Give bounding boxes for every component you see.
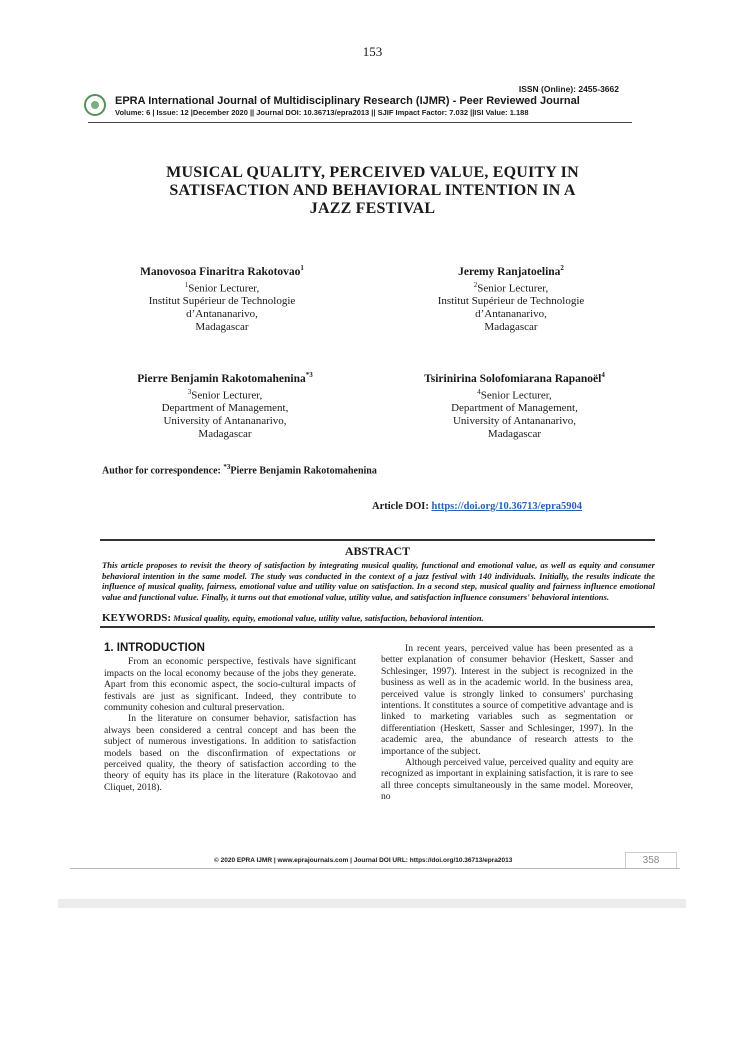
left-column <box>104 643 356 793</box>
correspondence-name: Pierre Benjamin Rakotomahenina <box>230 465 377 477</box>
footer-divider <box>70 868 680 869</box>
author-name: Manovosoa Finaritra Rakotovao$^1$ <box>140 264 304 278</box>
keywords <box>102 612 655 624</box>
abstract-divider-bottom <box>100 626 655 628</box>
paragraph: Although perceived value, perceived quality and equity are recognized as important in explaining satisfaction, it is rare to see all three concepts simultaneously in the same model. Moreover, no <box>381 757 633 803</box>
author-block-2 <box>386 262 636 334</box>
author-name: Pierre Benjamin Rakotomahenina$^{*3}$ <box>137 371 313 385</box>
keywords-list: Musical quality, equity, emotional value, utility value, satisfaction, behavioral intention. <box>173 613 484 623</box>
author-role: $^1$Senior Lecturer, <box>184 280 260 295</box>
author-block-4 <box>387 369 642 441</box>
right-column <box>381 643 633 803</box>
author-name: Jeremy Ranjatoelina$^2$ <box>458 264 564 278</box>
paragraph: In the literature on consumer behavior, satisfaction has always been considered a central concept and has been the subject of numerous investigations. In addition to satisfaction models based on the disconfirmation of expectations or perceived quality, the theory of satisfaction according to the theory of equity has its place in the literature (Rakotovao and Cliquet, 2018). <box>104 713 356 793</box>
author-country: Madagascar <box>195 321 249 334</box>
journal-details: Volume: 6 | Issue: 12 |December 2020 || Journal DOI: 10.36713/epra2013 || SJIF Impact Factor: 7.032 ||ISI Value: 1.188 <box>115 108 529 117</box>
footer-text: © 2020 EPRA IJMR | www.eprajournals.com | Journal DOI URL: https://doi.org/10.36713/epra2013 <box>214 857 513 864</box>
author-country: Madagascar <box>484 321 538 334</box>
author-affiliation-city: University of Antananarivo, <box>452 415 577 428</box>
abstract-heading: ABSTRACT <box>344 544 411 558</box>
footer-page-number: 358 <box>625 852 677 868</box>
author-role: $^3$Senior Lecturer, <box>187 387 263 402</box>
doi-label: Article DOI: <box>372 501 429 512</box>
issn: ISSN (Online): 2455-3662 <box>518 84 619 94</box>
author-country: Madagascar <box>487 428 542 441</box>
paragraph: From an economic perspective, festivals have significant impacts on the local economy because of the jobs they generate. Apart from this economic aspect, the socio-cultural impacts of festivals are just as significant. Indeed, they contribute to community cohesion and cultural preservation. <box>104 656 356 714</box>
abstract-divider-top <box>100 539 655 541</box>
author-role: $^2$Senior Lecturer, <box>473 280 549 295</box>
author-affiliation-city: d’Antananarivo, <box>186 308 258 321</box>
author-role: $^4$Senior Lecturer, <box>477 387 552 402</box>
page-bottom-bar <box>58 899 686 908</box>
title-line-2: SATISFACTION AND BEHAVIORAL INTENTION IN A <box>169 182 576 199</box>
page-number: 153 <box>362 44 383 59</box>
abstract-text: This article proposes to revisit the theory of satisfaction by integrating musical quality, functional and emotional value, as well as equity and consumer behavioral intention in the same model. The study was conducted in the context of a jazz festival with 140 individuals. Initially, the results indicate the influence of musical quality, fairness, emotional value and utility value on satisfaction. In a second step, musical quality and fairness influence emotional value and functional value. Finally, it turns out that emotional value, utility value, and satisfaction influence consumers' behavioral intentions. <box>102 560 655 602</box>
paper-title <box>100 164 645 218</box>
author-block-3 <box>100 369 350 441</box>
paragraph: In recent years, perceived value has been presented as a better explanation of consumer behavior (Heskett, Sasser and Schlesinger, 1997). Interest in the subject is recognized in the business as well as in the academic world. In the business area, perceived value is strongly linked to consumers' purchasing intentions. It constitutes a source of competitive advantage and is linked to marketing variables such as segmentation or differentiation (Heskett, Sasser and Schlesinger, 1997). In the academic area, the abundance of research attests to the importance of the subject. <box>381 643 633 757</box>
keywords-label: KEYWORDS: <box>102 612 172 624</box>
article-doi <box>372 501 582 512</box>
author-country: Madagascar <box>198 428 252 441</box>
title-line-1: MUSICAL QUALITY, PERCEIVED VALUE, EQUITY IN <box>166 164 579 181</box>
doi-link[interactable]: https://doi.org/10.36713/epra5904 <box>431 501 582 512</box>
journal-logo-icon <box>84 94 106 116</box>
header-divider <box>88 122 632 123</box>
author-affiliation: Institut Supérieur de Technologie <box>437 295 585 308</box>
correspondence-label: Author for correspondence: <box>102 465 221 477</box>
correspondence-line: Author for correspondence: $^{*3}$Pierre Benjamin Rakotomahenina <box>102 463 377 477</box>
author-affiliation-city: d’Antananarivo, <box>475 308 547 321</box>
journal-title: EPRA International Journal of Multidisciplinary Research (IJMR) - Peer Reviewed Journal <box>115 95 580 107</box>
author-affiliation: Department of Management, <box>161 402 289 415</box>
author-affiliation-city: University of Antananarivo, <box>163 415 287 428</box>
section-heading-introduction: 1. INTRODUCTION <box>104 642 205 654</box>
author-block-1 <box>97 262 347 334</box>
author-affiliation: Department of Management, <box>451 402 578 415</box>
author-name: Tsirinirina Solofomiarana Rapanoël$^4$ <box>424 371 605 385</box>
title-line-3: JAZZ FESTIVAL <box>309 200 436 217</box>
author-affiliation: Institut Supérieur de Technologie <box>148 295 296 308</box>
